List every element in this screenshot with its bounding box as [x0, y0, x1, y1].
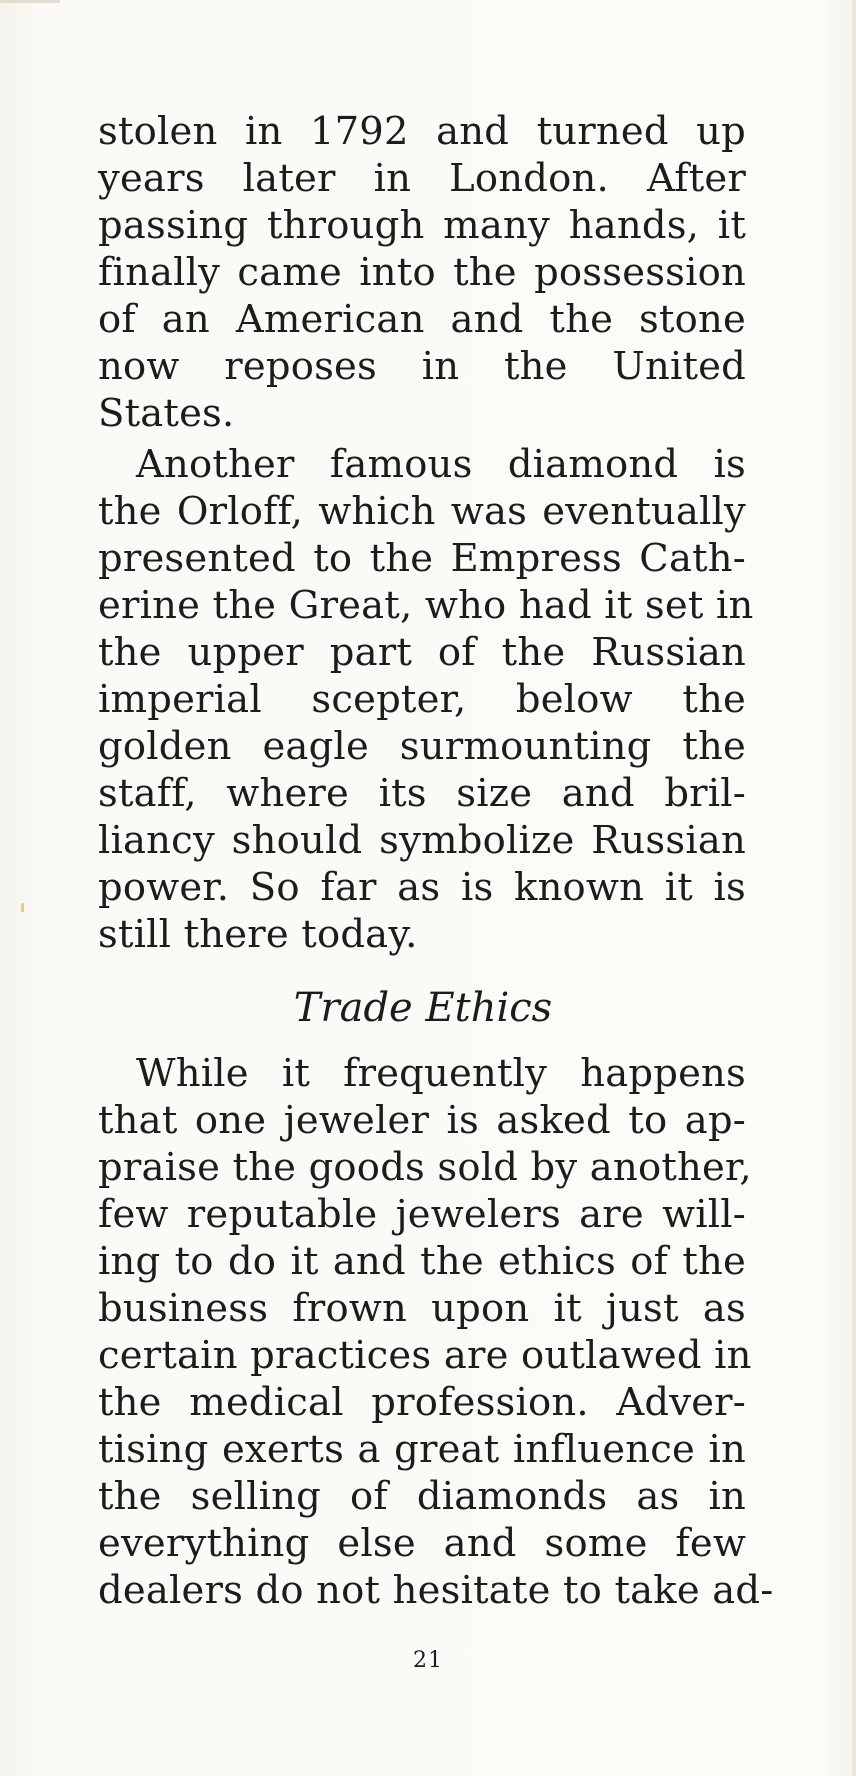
text-line: erine the Great, who had it set in: [98, 583, 754, 628]
text-line: now reposes in the United: [98, 344, 746, 389]
text-line: the medical profession. Adver-: [98, 1380, 746, 1425]
text-line: imperial scepter, below the: [98, 677, 746, 722]
text-line: praise the goods sold by another,: [98, 1145, 752, 1190]
text-line: ing to do it and the ethics of the: [98, 1239, 746, 1284]
paragraph-2: [98, 441, 754, 958]
text-line: that one jeweler is asked to ap-: [98, 1098, 746, 1143]
text-line: of an American and the stone: [98, 297, 746, 342]
section-heading-text: Trade Ethics: [293, 985, 553, 1031]
text-line: years later in London. After: [98, 156, 746, 201]
text-line: everything else and some few: [98, 1521, 746, 1566]
text-line: Another famous diamond is: [136, 442, 746, 487]
page-number: 21: [413, 1648, 443, 1673]
text-line: finally came into the possession: [98, 250, 746, 295]
text-line: liancy should symbolize Russian: [98, 818, 746, 863]
text-line: few reputable jewelers are will-: [98, 1192, 746, 1237]
text-line: stolen in 1792 and turned up: [98, 109, 746, 154]
text-line: While it frequently happens: [136, 1051, 746, 1096]
section-heading: [0, 984, 856, 1032]
text-line: presented to the Empress Cath-: [98, 536, 746, 581]
page-right-edge: [852, 0, 856, 1776]
text-line: the selling of diamonds as in: [98, 1474, 746, 1519]
text-line: passing through many hands, it: [98, 203, 746, 248]
paper-blemish: [21, 903, 24, 912]
text-line: States.: [98, 391, 235, 436]
page-edge-rule: [0, 0, 60, 3]
text-line: dealers do not hesitate to take ad-: [98, 1568, 774, 1613]
text-line: staff, where its size and bril-: [98, 771, 746, 816]
text-line: golden eagle surmounting the: [98, 724, 746, 769]
paragraph-1: [98, 108, 746, 437]
text-line: still there today.: [98, 912, 418, 957]
text-line: the Orloff, which was eventually: [98, 489, 746, 534]
text-line: power. So far as is known it is: [98, 865, 746, 910]
text-line: business frown upon it just as: [98, 1286, 746, 1331]
text-line: certain practices are outlawed in: [98, 1333, 752, 1378]
text-line: tising exerts a great influence in: [98, 1427, 746, 1472]
paragraph-3: [98, 1050, 774, 1614]
text-line: the upper part of the Russian: [98, 630, 746, 675]
